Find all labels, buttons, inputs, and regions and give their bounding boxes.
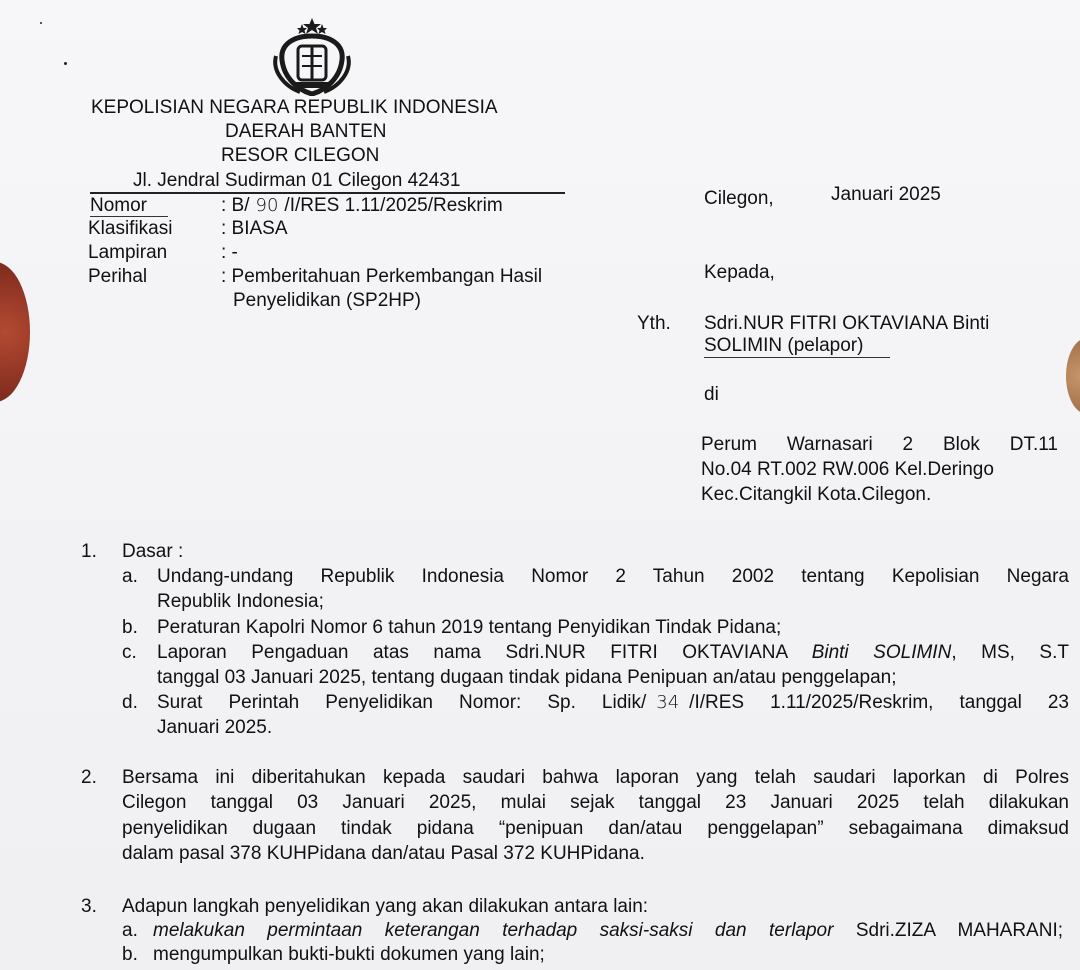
institution-resor: RESOR CILEGON [221,145,380,166]
item-3a-letter: a. [122,920,138,941]
finger-right [1066,338,1080,414]
yth-label: Yth. [637,313,671,334]
section-1-number: 1. [81,541,97,562]
section-3-title: Adapun langkah penyelidikan yang akan dilakukan antara lain: [122,896,649,917]
meta-value-nomor: : B/ 90 /I/RES 1.11/2025/Reskrim [221,195,503,216]
handwritten-number: 34 [656,692,680,713]
item-3b-line1: mengumpulkan bukti-bukti dokumen yang lain; [153,944,545,965]
letterhead-rule [90,192,565,194]
handwritten-number: 90 [255,195,279,216]
item-1c-line2: tanggal 03 Januari 2025, tentang dugaan tindak pidana Penipuan an/atau penggelapan; [157,667,897,688]
meta-label-nomor: Nomor [90,195,148,216]
item-1d-letter: d. [122,692,138,713]
meta-label-klasifikasi: Klasifikasi [88,218,173,239]
item-3b-letter: b. [122,944,138,965]
meta-label-perihal: Perihal [88,266,148,287]
address-line-3: Kec.Citangkil Kota.Cilegon. [701,484,932,505]
section-2-line4: dalam pasal 378 KUHPidana dan/atau Pasal 372 KUHPidana. [122,843,645,864]
meta-value-perihal-2: Penyelidikan (SP2HP) [233,290,421,311]
date-label: Januari 2025 [831,184,941,205]
section-2-number: 2. [81,767,97,788]
kepada-label: Kepada, [704,262,775,283]
item-1d-line2: Januari 2025. [157,717,273,738]
item-1a-line2: Republik Indonesia; [157,591,324,612]
section-2-line1: Bersama ini diberitahukan kepada saudari bahwa laporan yang telah saudari laporkan di Polres [122,767,1069,788]
item-1c-line1: Laporan Pengaduan atas nama Sdri.NUR FITRI OKTAVIANA Binti SOLIMIN, MS, S.T [157,642,1069,663]
recipient-underline [704,357,890,358]
recipient-name-1: Sdri.NUR FITRI OKTAVIANA Binti [704,313,990,334]
item-1a-letter: a. [122,566,138,587]
section-3-number: 3. [81,896,97,917]
di-label: di [704,384,719,405]
speck [64,62,67,65]
institution-name: KEPOLISIAN NEGARA REPUBLIK INDONESIA [91,97,498,118]
institution-region: DAERAH BANTEN [225,121,387,142]
item-1a-line1: Undang-undang Republik Indonesia Nomor 2 Tahun 2002 tentang Kepolisian Negara [157,566,1069,587]
section-1-title: Dasar : [122,541,184,562]
item-1b-letter: b. [122,617,138,638]
section-2-line3: penyelidikan dugaan tindak pidana “penipuan dan/atau penggelapan” sebagaimana dimaksud [122,818,1069,839]
meta-value-klasifikasi: : BIASA [221,218,288,239]
item-1c-letter: c. [122,642,137,663]
item-1b-line1: Peraturan Kapolri Nomor 6 tahun 2019 tentang Penyidikan Tindak Pidana; [157,617,782,638]
finger-left [0,262,30,402]
meta-value-perihal-1: : Pemberitahuan Perkembangan Hasil [221,266,543,287]
item-3a-line1: melakukan permintaan keterangan terhadap saksi-saksi dan terlapor Sdri.ZIZA MAHARANI; [153,920,1064,941]
recipient-name-2: SOLIMIN (pelapor) [704,335,864,356]
meta-value-lampiran: : - [221,242,238,263]
item-1d-line1: Surat Perintah Penyelidikan Nomor: Sp. Lidik/ 34 /I/RES 1.11/2025/Reskrim, tanggal 23 [157,692,1069,713]
police-emblem-icon [262,16,362,96]
place-label: Cilegon, [704,188,774,209]
speck [40,22,42,24]
meta-label-lampiran: Lampiran [88,242,168,263]
section-2-line2: Cilegon tanggal 03 Januari 2025, mulai sejak tanggal 23 Januari 2025 telah dilakukan [122,792,1069,813]
address-line-1: Perum Warnasari 2 Blok DT.11 [701,434,1058,455]
institution-address: Jl. Jendral Sudirman 01 Cilegon 42431 [133,170,461,191]
address-line-2: No.04 RT.002 RW.006 Kel.Deringo [701,459,994,480]
nomor-underline [90,216,168,217]
